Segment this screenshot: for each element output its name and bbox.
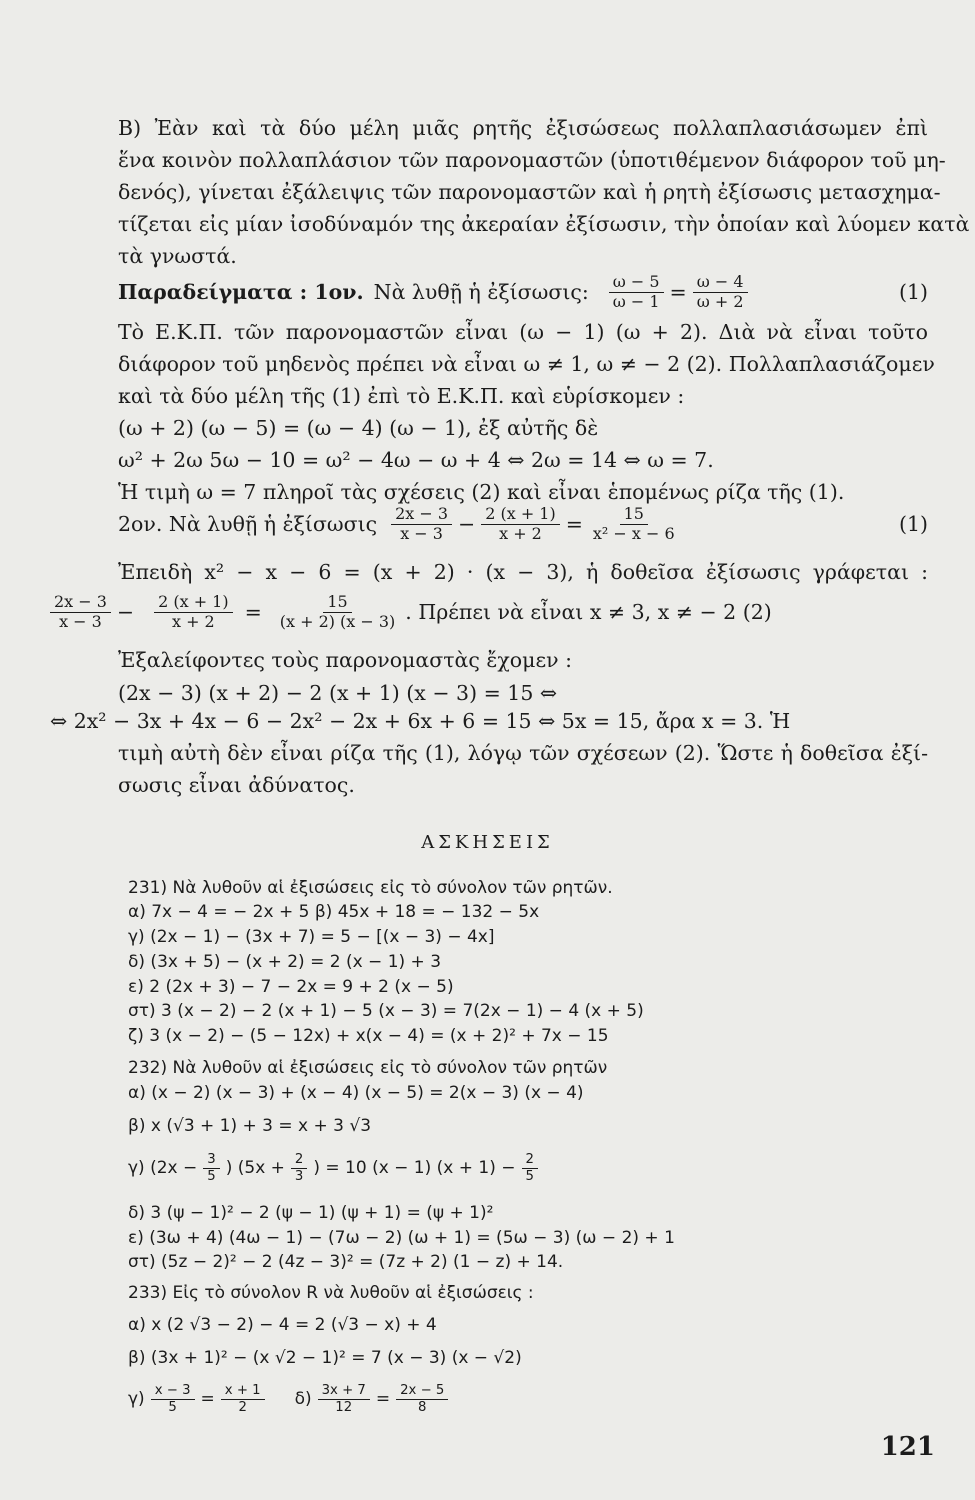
paragraph-line: ἕνα κοινὸν πολλαπλάσιον τῶν παρονομαστῶν (ὑποτιθέμενον διάφορον τοῦ μη- [118, 148, 946, 172]
exercise-line: 233) Εἰς τὸ σύνολον R νὰ λυθοῦν αἱ ἐξισώσεις : [128, 1283, 534, 1303]
fraction-numerator: 15 [323, 594, 351, 613]
rewritten-fraction-1 [50, 591, 111, 631]
exercise-label: δ) [294, 1388, 312, 1409]
example2-fraction-1 [391, 503, 452, 543]
fraction-numerator: 3 [203, 1153, 219, 1169]
fraction-numerator: 2x − 5 [396, 1384, 448, 1400]
page-number: 121 [880, 1432, 935, 1462]
fraction-denominator: x − 3 [59, 611, 102, 631]
exercise-fraction [203, 1153, 219, 1184]
fraction-numerator: ω − 5 [609, 274, 664, 293]
paragraph-line: Β) Ἐὰν καὶ τὰ δύο μέλη μιᾶς ρητῆς ἐξισώσεως πολλαπλασιάσωμεν ἐπὶ [118, 116, 928, 140]
example2-line: τιμὴ αὐτὴ δὲν εἶναι ρίζα τῆς (1), λόγῳ τῶν σχέσεων (2). Ὥστε ἡ δοθεῖσα ἐξί- [118, 741, 928, 765]
rewritten-fraction-3 [276, 591, 400, 631]
fraction-numerator: 15 [620, 506, 648, 525]
example1-intro: Νὰ λυθῇ ἡ ἐξίσωσις: [373, 279, 589, 304]
fraction-denominator: x − 3 [400, 523, 443, 543]
example2-fraction-3 [589, 503, 679, 543]
example2-label: 2ον. Νὰ λυθῇ ἡ ἐξίσωσις [118, 511, 378, 536]
fraction-denominator: 12 [335, 1399, 353, 1415]
example2-line: ⇔ 2x² − 3x + 4x − 6 − 2x² − 2x + 6x + 6 = 15 ⇔ 5x = 15, ἄρα x = 3. Ἡ [50, 709, 791, 733]
paragraph-line: τὰ γνωστά. [118, 244, 237, 268]
exercise-line: α) (x − 2) (x − 3) + (x − 4) (x − 5) = 2(x − 3) (x − 4) [128, 1083, 584, 1103]
exercise-line: ε) (3ω + 4) (4ω − 1) − (7ω − 2) (ω + 1) = (5ω − 3) (ω − 2) + 1 [128, 1228, 675, 1248]
example1-line: Τὸ Ε.Κ.Π. τῶν παρονομαστῶν εἶναι (ω − 1) (ω + 2). Διὰ νὰ εἶναι τοῦτο [118, 320, 928, 344]
exercises-title: ΑΣΚΗΣΕΙΣ [421, 832, 554, 853]
exercise-line: στ) 3 (x − 2) − 2 (x + 1) − 5 (x − 3) = 7(2x − 1) − 4 (x + 5) [128, 1001, 644, 1021]
equation-tag: (1) [898, 279, 928, 304]
example2-line: Ἐξαλείφοντες τοὺς παρονομαστὰς ἔχομεν : [118, 648, 572, 672]
example2-heading [118, 500, 928, 548]
exercise-233-gamma-delta [128, 1370, 918, 1428]
paragraph-line: δενός), γίνεται ἐξάλειψις τῶν παρονομαστῶν καὶ ἡ ρητὴ ἐξίσωσις μετασχημα- [118, 180, 941, 204]
fraction-numerator: 2 [291, 1153, 307, 1169]
equals-sign: = [669, 279, 687, 304]
fraction-numerator: 2 (x + 1) [154, 594, 232, 613]
fraction-numerator: ω − 4 [693, 274, 748, 293]
fraction-denominator: x² − x − 6 [592, 523, 675, 543]
fraction-numerator: x + 1 [221, 1384, 265, 1400]
fraction-numerator: x − 3 [151, 1384, 195, 1400]
fraction-denominator: 5 [168, 1399, 177, 1415]
rewritten-fraction-2 [154, 591, 232, 631]
fraction-denominator: 8 [418, 1399, 427, 1415]
condition-text: . Πρέπει νὰ εἶναι x ≠ 3, x ≠ − 2 (2) [405, 599, 772, 624]
example2-line: (2x − 3) (x + 2) − 2 (x + 1) (x − 3) = 15 ⇔ [118, 681, 558, 705]
exercise-text: γ) (2x − [128, 1157, 198, 1178]
fraction-denominator: 5 [207, 1168, 216, 1184]
example1-fraction-left [609, 271, 664, 311]
fraction-denominator: (x + 2) (x − 3) [279, 611, 396, 631]
exercise-text: ) (5x + [225, 1157, 285, 1178]
exercise-line: στ) (5z − 2)² − 2 (4z − 3)² = (7z + 2) (1 − z) + 14. [128, 1252, 564, 1272]
minus-sign: − [116, 599, 135, 624]
fraction-numerator: 2 [522, 1153, 538, 1169]
fraction-denominator: x + 2 [171, 611, 215, 631]
exercise-fraction [522, 1153, 538, 1184]
example2-fraction-2 [481, 503, 559, 543]
exercise-fraction [151, 1384, 195, 1415]
minus-sign: − [458, 511, 476, 536]
exercise-label: γ) [128, 1388, 145, 1409]
example1-line: (ω + 2) (ω − 5) = (ω − 4) (ω − 1), ἐξ αὐτῆς δὲ [118, 416, 599, 440]
equals-sign: = [565, 511, 583, 536]
fraction-denominator: ω + 2 [696, 291, 744, 311]
example1-label: Παραδείγματα : 1ον. [118, 279, 364, 304]
example1-heading [118, 270, 928, 314]
example2-rewritten-equation [50, 588, 928, 636]
equals-sign: = [244, 599, 262, 624]
exercise-232-gamma [128, 1140, 918, 1196]
exercise-line: γ) (2x − 1) − (3x + 7) = 5 − [(x − 3) − 4x] [128, 927, 495, 947]
exercise-fraction [291, 1153, 307, 1184]
exercise-line: β) x (√3 + 1) + 3 = x + 3 √3 [128, 1116, 372, 1136]
exercise-fraction [396, 1384, 448, 1415]
fraction-numerator: 2 (x + 1) [481, 506, 559, 525]
fraction-denominator: 2 [238, 1399, 247, 1415]
example1-line: ω² + 2ω 5ω − 10 = ω² − 4ω − ω + 4 ⇔ 2ω = 14 ⇔ ω = 7. [118, 448, 714, 472]
exercise-line: α) 7x − 4 = − 2x + 5 β) 45x + 18 = − 132 − 5x [128, 902, 540, 922]
exercise-line: 232) Νὰ λυθοῦν αἱ ἐξισώσεις εἰς τὸ σύνολον τῶν ρητῶν [128, 1058, 608, 1078]
fraction-numerator: 2x − 3 [50, 594, 111, 613]
example1-fraction-right [693, 271, 748, 311]
fraction-denominator: 3 [294, 1168, 304, 1184]
exercise-line: ζ) 3 (x − 2) − (5 − 12x) + x(x − 4) = (x + 2)² + 7x − 15 [128, 1026, 609, 1046]
exercise-line: ε) 2 (2x + 3) − 7 − 2x = 9 + 2 (x − 5) [128, 977, 454, 997]
equals-sign: = [375, 1388, 391, 1409]
fraction-numerator: 3x + 7 [318, 1384, 370, 1400]
exercise-fraction [221, 1384, 265, 1415]
example2-since: Ἐπειδὴ x² − x − 6 = (x + 2) · (x − 3), ἡ δοθεῖσα ἐξίσωσις γράφεται : [118, 560, 928, 584]
example1-line: διάφορον τοῦ μηδενὸς πρέπει νὰ εἶναι ω ≠ 1, ω ≠ − 2 (2). Πολλαπλασιάζομεν [118, 352, 935, 376]
fraction-denominator: x + 2 [499, 523, 542, 543]
exercise-text: ) = 10 (x − 1) (x + 1) − [313, 1157, 516, 1178]
exercise-line: δ) 3 (ψ − 1)² − 2 (ψ − 1) (ψ + 1) = (ψ + 1)² [128, 1203, 494, 1223]
exercise-line: 231) Νὰ λυθοῦν αἱ ἐξισώσεις εἰς τὸ σύνολον τῶν ρητῶν. [128, 878, 613, 898]
paragraph-line: τίζεται εἰς μίαν ἰσοδύναμόν της ἀκεραίαν ἐξίσωσιν, τὴν ὁποίαν καὶ λύομεν κατὰ [118, 212, 970, 236]
exercise-line: β) (3x + 1)² − (x √2 − 1)² = 7 (x − 3) (x − √2) [128, 1348, 522, 1368]
example2-line: σωσις εἶναι ἀδύνατος. [118, 773, 355, 797]
fraction-denominator: ω − 1 [612, 291, 660, 311]
exercise-line: α) x (2 √3 − 2) − 4 = 2 (√3 − x) + 4 [128, 1315, 437, 1335]
exercise-line: δ) (3x + 5) − (x + 2) = 2 (x − 1) + 3 [128, 952, 442, 972]
exercise-fraction [318, 1384, 370, 1415]
equals-sign: = [200, 1388, 215, 1409]
example1-line: Ἡ τιμὴ ω = 7 πληροῖ τὰς σχέσεις (2) καὶ εἶναι ἑπομένως ρίζα τῆς (1). [118, 480, 845, 504]
example1-line: καὶ τὰ δύο μέλη τῆς (1) ἐπὶ τὸ Ε.Κ.Π. καὶ εὑρίσκομεν : [118, 384, 685, 408]
equation-tag: (1) [898, 511, 928, 536]
fraction-numerator: 2x − 3 [391, 506, 452, 525]
fraction-denominator: 5 [525, 1168, 534, 1184]
